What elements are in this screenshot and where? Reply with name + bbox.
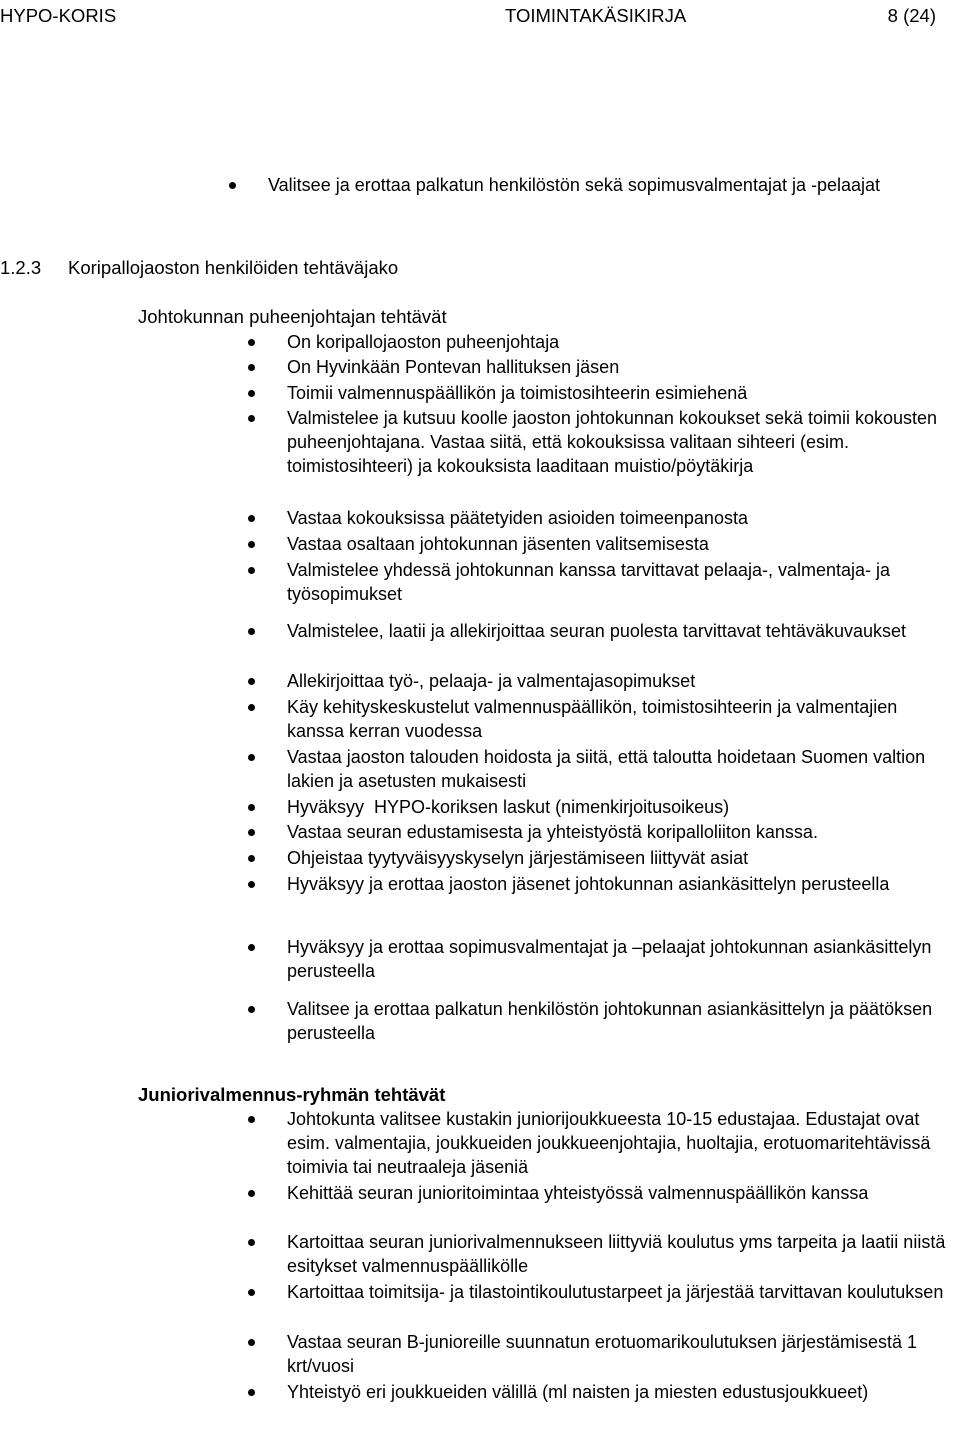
bullet-icon [248,1239,255,1246]
page-header [0,4,960,30]
chairman-duty-item [287,745,959,793]
junior-duty-text: Kartoittaa toimitsija- ja tilastointikoulutustarpeet ja järjestää tarvittavan koulutuksen [287,1282,944,1302]
chairman-duty-item [287,846,959,870]
chairman-duty-text: On Hyvinkään Pontevan hallituksen jäsen [287,357,620,377]
bullet-icon [248,704,255,711]
chairman-duty-item [287,935,959,983]
bullet-icon [248,678,255,685]
chairman-duty-text: Hyväksyy HYPO-koriksen laskut (nimenkirjoitusoikeus) [287,797,730,817]
bullet-icon [248,1339,255,1346]
intro-bullet-text: Valitsee ja erottaa palkatun henkilöstön sekä sopimusvalmentajat ja -pelaajat [268,175,881,195]
bullet-icon [248,855,255,862]
bullet-icon [248,628,255,635]
chairman-duty-item [287,619,959,643]
chairman-duty-item [287,381,959,405]
chairman-duty-item [287,795,959,819]
bullet-icon [248,515,255,522]
chairman-duty-text: On koripallojaoston puheenjohtaja [287,332,560,352]
chairman-duty-item [287,355,959,379]
bullet-icon [248,804,255,811]
chairman-duty-text: Vastaa seuran edustamisesta ja yhteistyöstä koripalloliiton kanssa. [287,822,818,842]
chairman-duty-item [287,506,959,530]
junior-duty-text: Kehittää seuran junioritoimintaa yhteistyössä valmennuspäällikön kanssa [287,1183,869,1203]
header-page-number: 8 (24) [887,5,936,26]
junior-duties-heading: Juniorivalmennus-ryhmän tehtävät [138,1084,446,1105]
bullet-icon [248,541,255,548]
junior-duty-text: Kartoittaa seuran juniorivalmennukseen liittyviä koulutus yms tarpeita ja laatii niistä esitykset valmennuspäällikölle [287,1232,946,1276]
chairman-duty-text: Toimii valmennuspäällikön ja toimistosihteerin esimiehenä [287,383,748,403]
junior-duty-text: Johtokunta valitsee kustakin juniorijoukkueesta 10-15 edustajaa. Edustajat ovat esim. valmentajia, joukkueiden joukkueenjohtajia, huoltajia, erotuomaritehtävissä toimivia tai neutraaleja jäseniä [287,1109,931,1177]
bullet-icon [248,881,255,888]
bullet-icon [248,1006,255,1013]
chairman-duty-text: Vastaa jaoston talouden hoidosta ja siitä, että taloutta hoidetaan Suomen valtion lakien ja asetusten mukaisesti [287,747,926,791]
bullet-icon [248,1190,255,1197]
bullet-icon [248,567,255,574]
chairman-duty-item [287,330,959,354]
chairman-duty-text: Vastaa osaltaan johtokunnan jäsenten valitsemisesta [287,534,709,554]
chairman-duty-item [287,669,959,693]
chairman-duty-text: Allekirjoittaa työ-, pelaaja- ja valmentajasopimukset [287,671,696,691]
bullet-icon [248,754,255,761]
junior-duty-item [287,1230,959,1278]
junior-duty-text: Vastaa seuran B-junioreille suunnatun erotuomarikoulutuksen järjestämisestä 1 krt/vuosi [287,1332,918,1376]
bullet-icon [248,415,255,422]
junior-duty-item [287,1181,959,1205]
header-org-name: HYPO-KORIS [0,5,117,26]
bullet-icon [248,339,255,346]
chairman-duty-text: Hyväksyy ja erottaa sopimusvalmentajat ja –pelaajat johtokunnan asiankäsittelyn perusteella [287,937,932,981]
chairman-duty-item [287,997,959,1045]
bullet-icon [248,364,255,371]
chairman-duty-text: Vastaa kokouksissa päätetyiden asioiden toimeenpanosta [287,508,748,528]
chairman-duty-item [287,872,959,896]
bullet-icon [248,829,255,836]
bullet-icon [248,1289,255,1296]
junior-duty-item [287,1107,959,1179]
bullet-icon [229,182,236,189]
chairman-duty-text: Hyväksyy ja erottaa jaoston jäsenet johtokunnan asiankäsittelyn perusteella [287,874,890,894]
header-document-title: TOIMINTAKÄSIKIRJA [505,5,687,26]
chairman-duty-item [287,558,959,606]
junior-duty-item [287,1330,959,1378]
chairman-duty-item [287,695,959,743]
chairman-duty-item [287,406,959,478]
chairman-duty-text: Valmistelee ja kutsuu koolle jaoston johtokunnan kokoukset sekä toimii kokousten puheenjohtajana. Vastaa siitä, että kokouksissa valitaan sihteeri (esim. toimistosihteeri) ja kokouksista laaditaan muistio/pöytäkirja [287,408,938,476]
section-number: 1.2.3 [0,257,42,278]
chairman-duty-text: Valitsee ja erottaa palkatun henkilöstön johtokunnan asiankäsittelyn ja päätöksen perusteella [287,999,933,1043]
intro-bullet-item [268,173,948,197]
junior-duty-item [287,1280,959,1304]
junior-duty-item [287,1380,959,1404]
chairman-duties-heading: Johtokunnan puheenjohtajan tehtävät [138,306,447,327]
chairman-duty-text: Valmistelee, laatii ja allekirjoittaa seuran puolesta tarvittavat tehtäväkuvaukset [287,621,906,641]
bullet-icon [248,1116,255,1123]
chairman-duty-item [287,532,959,556]
chairman-duty-text: Käy kehityskeskustelut valmennuspäällikön, toimistosihteerin ja valmentajien kanssa kerran vuodessa [287,697,898,741]
bullet-icon [248,390,255,397]
junior-duty-text: Yhteistyö eri joukkueiden välillä (ml naisten ja miesten edustusjoukkueet) [287,1382,869,1402]
chairman-duty-text: Valmistelee yhdessä johtokunnan kanssa tarvittavat pelaaja-, valmentaja- ja työsopimukset [287,560,890,604]
bullet-icon [248,944,255,951]
chairman-duty-item [287,820,959,844]
chairman-duty-text: Ohjeistaa tyytyväisyyskyselyn järjestämiseen liittyvät asiat [287,848,749,868]
section-title: Koripallojaoston henkilöiden tehtäväjako [68,257,399,278]
bullet-icon [248,1389,255,1396]
